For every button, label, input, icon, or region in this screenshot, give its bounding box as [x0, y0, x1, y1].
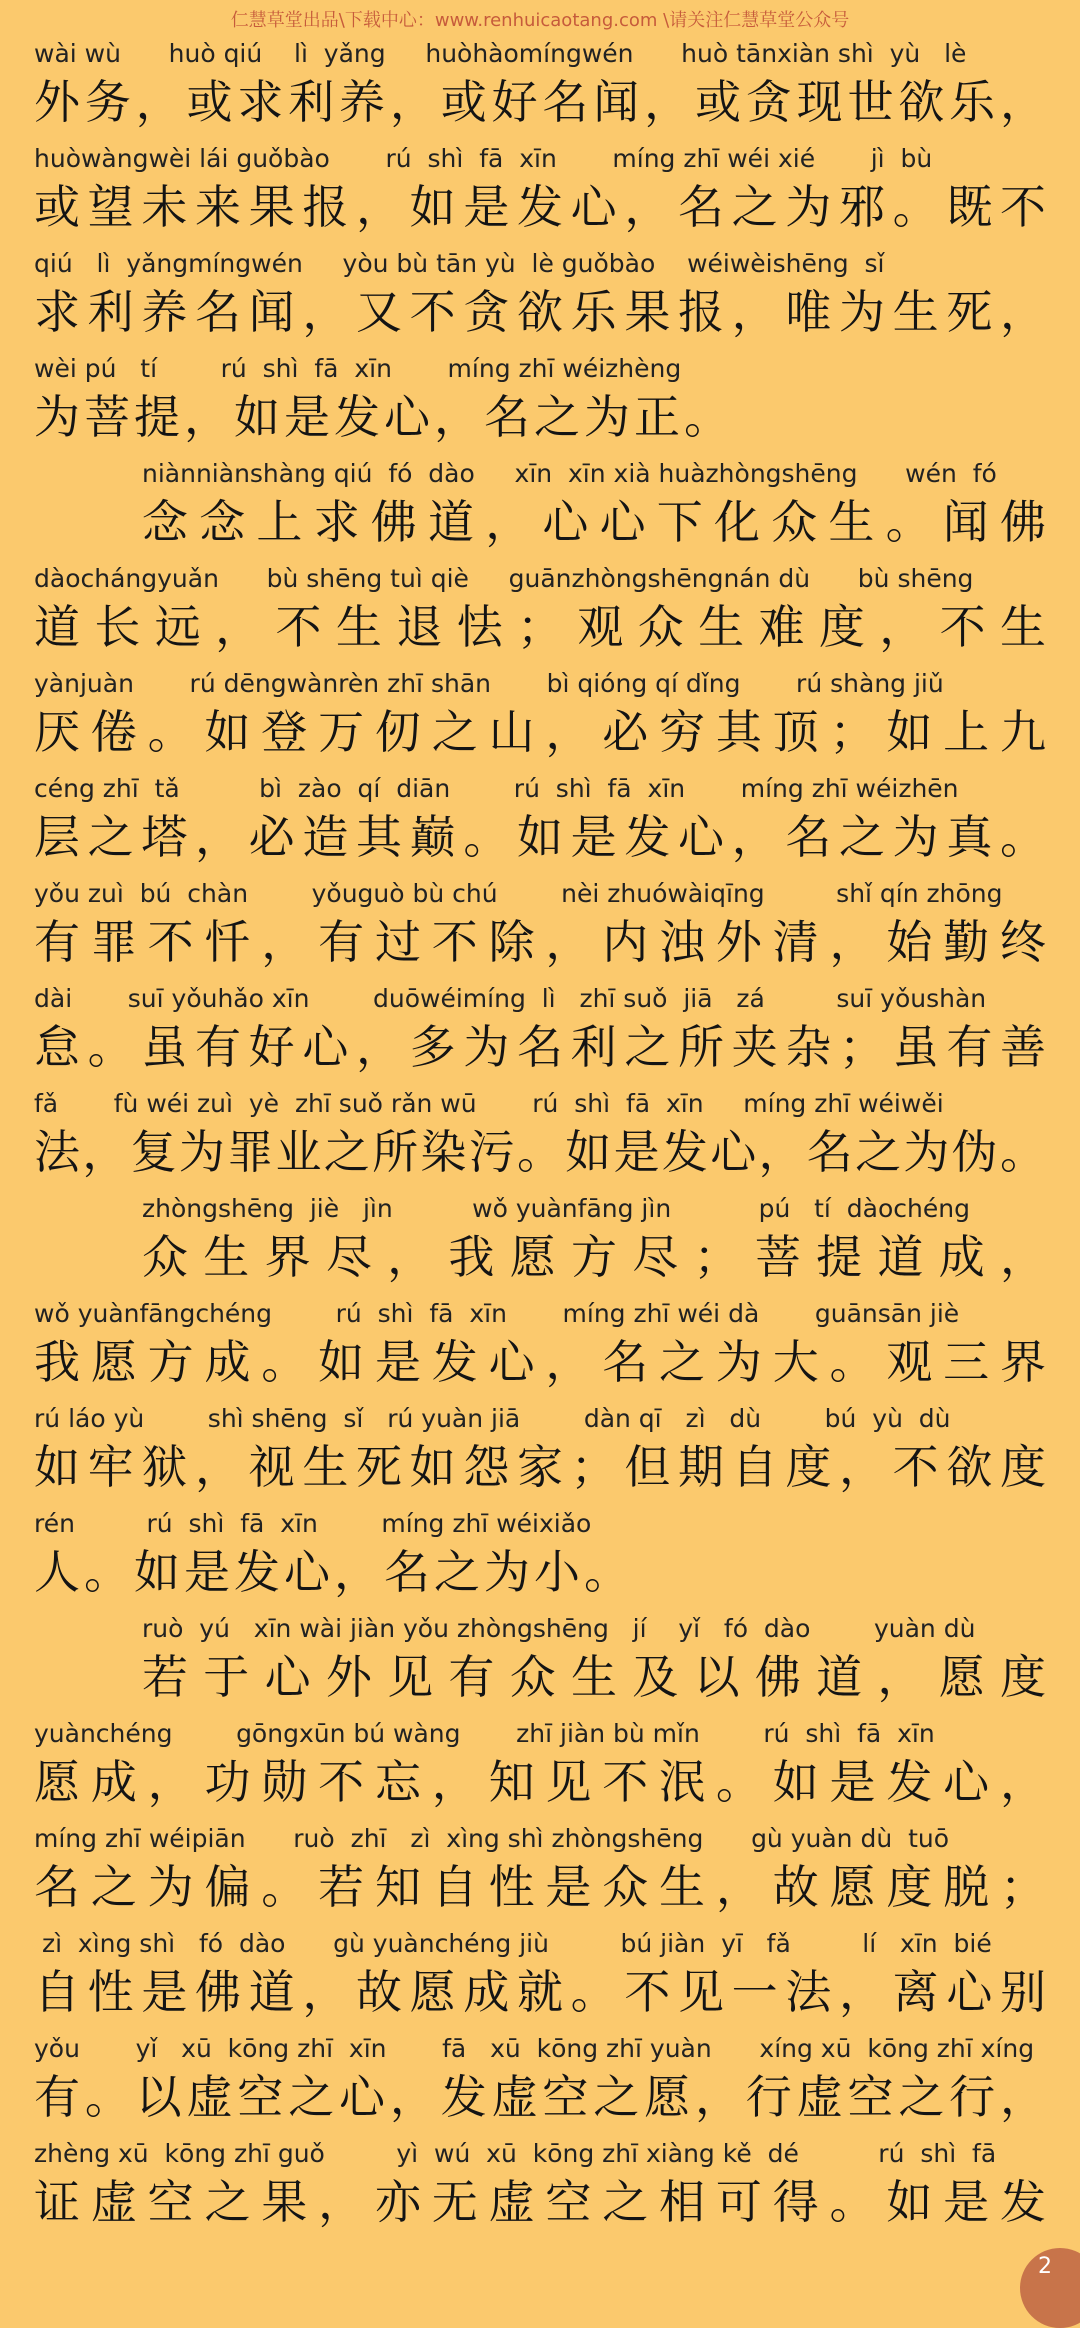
hanzi-row: 怠。虽有好心，多为名利之所夹杂；虽有善 [34, 1020, 1046, 1074]
hanzi-row: 若于心外见有众生及以佛道，愿度 [142, 1650, 1046, 1704]
hanzi-row: 或望未来果报，如是发心，名之为邪。既不 [34, 180, 1046, 234]
hanzi-row: 有罪不忏，有过不除，内浊外清，始勤终 [34, 915, 1046, 969]
page-number-badge [1020, 2248, 1080, 2328]
text-line [0, 345, 1080, 450]
pinyin-row: zì xìng shì fó dào gù yuànchéng jiù bú jiàn yī fǎ lí xīn bié [34, 1929, 992, 1958]
hanzi-row: 众生界尽，我愿方尽；菩提道成， [142, 1230, 1046, 1284]
text-line [0, 1080, 1080, 1185]
text-line [0, 660, 1080, 765]
pinyin-row: yǒu yǐ xū kōng zhī xīn fā xū kōng zhī yuàn xíng xū kōng zhī xíng [34, 2034, 1035, 2063]
hanzi-row: 求利养名闻，又不贪欲乐果报，唯为生死， [34, 285, 1046, 339]
hanzi-row: 证虚空之果，亦无虚空之相可得。如是发 [34, 2175, 1046, 2229]
hanzi-row: 厌倦。如登万仞之山，必穷其顶；如上九 [34, 705, 1046, 759]
page-number: 2 [1038, 2254, 1052, 2279]
text-line [0, 1395, 1080, 1500]
pinyin-row: yuànchéng gōngxūn bú wàng zhī jiàn bù mǐn rú shì fā xīn [34, 1719, 935, 1748]
text-line [0, 2130, 1080, 2235]
text-line [0, 1290, 1080, 1395]
text-line [0, 135, 1080, 240]
pinyin-row: ruò yú xīn wài jiàn yǒu zhòngshēng jí yǐ fó dào yuàn dù [142, 1614, 976, 1643]
hanzi-row: 名之为偏。若知自性是众生，故愿度脱； [34, 1860, 1046, 1914]
pinyin-row: qiú lì yǎngmíngwén yòu bù tān yù lè guǒbào wéiwèishēng sǐ [34, 249, 885, 278]
pinyin-row: zhòngshēng jiè jìn wǒ yuànfāng jìn pú tí dàochéng [142, 1194, 970, 1223]
text-line [0, 240, 1080, 345]
pinyin-row: céng zhī tǎ bì zào qí diān rú shì fā xīn míng zhī wéizhēn [34, 774, 959, 803]
text-line [0, 1815, 1080, 1920]
text-line [0, 2025, 1080, 2130]
pinyin-row: zhèng xū kōng zhī guǒ yì wú xū kōng zhī xiàng kě dé rú shì fā [34, 2139, 997, 2168]
hanzi-row: 念念上求佛道，心心下化众生。闻佛 [142, 495, 1046, 549]
hanzi-row: 外务，或求利养，或好名闻，或贪现世欲乐， [34, 75, 1046, 129]
text-line [0, 870, 1080, 975]
pinyin-row: wài wù huò qiú lì yǎng huòhàomíngwén huò tānxiàn shì yù lè [34, 39, 967, 68]
text-line [0, 1185, 1080, 1290]
hanzi-row: 如牢狱，视生死如怨家；但期自度，不欲度 [34, 1440, 1046, 1494]
hanzi-row: 为菩提，如是发心，名之为正。 [34, 390, 734, 444]
pinyin-row: fǎ fù wéi zuì yè zhī suǒ rǎn wū rú shì fā xīn míng zhī wéiwěi [34, 1089, 944, 1118]
hanzi-row: 有。以虚空之心，发虚空之愿，行虚空之行， [34, 2070, 1046, 2124]
text-line [0, 765, 1080, 870]
hanzi-row: 愿成，功勋不忘，知见不泯。如是发心， [34, 1755, 1046, 1809]
pinyin-row: wèi pú tí rú shì fā xīn míng zhī wéizhèng [34, 354, 682, 383]
text-line [0, 1920, 1080, 2025]
pinyin-row: niànniànshàng qiú fó dào xīn xīn xià huàzhòngshēng wén fó [142, 459, 997, 488]
pinyin-row: wǒ yuànfāngchéng rú shì fā xīn míng zhī wéi dà guānsān jiè [34, 1299, 960, 1328]
pinyin-row: huòwàngwèi lái guǒbào rú shì fā xīn míng zhī wéi xié jì bù [34, 144, 933, 173]
hanzi-row: 我愿方成。如是发心，名之为大。观三界 [34, 1335, 1046, 1389]
pinyin-row: dàochángyuǎn bù shēng tuì qiè guānzhòngshēngnán dù bù shēng [34, 564, 974, 593]
hanzi-row: 层之塔，必造其巅。如是发心，名之为真。 [34, 810, 1046, 864]
hanzi-row: 人。如是发心，名之为小。 [34, 1545, 634, 1599]
pinyin-row: míng zhī wéipiān ruò zhī zì xìng shì zhòngshēng gù yuàn dù tuō [34, 1824, 950, 1853]
pinyin-row: dài suī yǒuhǎo xīn duōwéimíng lì zhī suǒ jiā zá suī yǒushàn [34, 984, 987, 1013]
hanzi-row: 道长远，不生退怯；观众生难度，不生 [34, 600, 1046, 654]
text-line [0, 30, 1080, 135]
pinyin-row: rú láo yù shì shēng sǐ rú yuàn jiā dàn qī zì dù bú yù dù [34, 1404, 951, 1433]
text-line [0, 450, 1080, 555]
text-line [0, 555, 1080, 660]
site-header-banner: 仁慧草堂出品\下载中心：www.renhuicaotang.com \请关注仁慧草堂公众号 [230, 10, 850, 31]
pinyin-row: yànjuàn rú dēngwànrèn zhī shān bì qióng qí dǐng rú shàng jiǔ [34, 669, 944, 698]
pinyin-row: rén rú shì fā xīn míng zhī wéixiǎo [34, 1509, 592, 1538]
text-line [0, 1605, 1080, 1710]
hanzi-row: 法，复为罪业之所染污。如是发心，名之为伪。 [34, 1125, 1046, 1179]
text-line [0, 1500, 1080, 1605]
text-page [0, 30, 1080, 2235]
text-line [0, 975, 1080, 1080]
text-line [0, 1710, 1080, 1815]
hanzi-row: 自性是佛道，故愿成就。不见一法，离心别 [34, 1965, 1046, 2019]
pinyin-row: yǒu zuì bú chàn yǒuguò bù chú nèi zhuówàiqīng shǐ qín zhōng [34, 879, 1003, 908]
